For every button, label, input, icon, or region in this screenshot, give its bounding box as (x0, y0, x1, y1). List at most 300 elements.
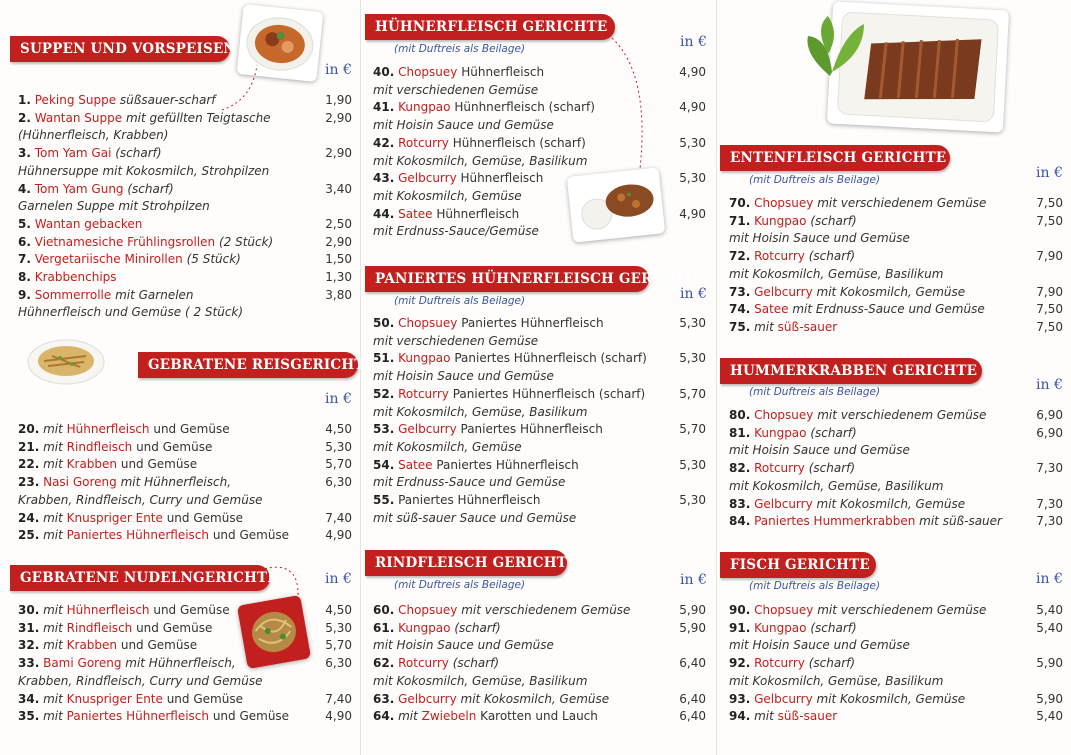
menu-item-prefix: mit (43, 422, 67, 436)
menu-item-detail-text: Krabben, Rindfleisch, Curry und Gemüse (18, 673, 263, 688)
menu-item-detail-text: mit Kokosmilch, Gemüse, Basilikum (373, 673, 588, 688)
menu-item-name: Vietnamesiche Frühlingsrollen (34, 234, 216, 249)
menu-item (729, 654, 855, 672)
menu-item-number: 50. (373, 316, 395, 330)
menu-item-price: 5,30 (679, 493, 706, 507)
menu-item-detail-text: mit verschiedenen Gemüse (373, 82, 539, 97)
menu-item-name: Rotcurry (398, 386, 449, 401)
menu-item-detail (373, 473, 565, 491)
menu-item-name: Rotcurry (754, 461, 805, 476)
section-title-rind: RINDFLEISCH GERICHT (365, 550, 567, 576)
menu-item (18, 438, 212, 456)
menu-item-description: Hünhnerfleisch (scharf) (450, 100, 595, 115)
menu-item (18, 91, 216, 109)
menu-item-detail (729, 636, 910, 654)
menu-item-description: (scharf) (806, 425, 857, 440)
menu-item (18, 250, 241, 268)
menu-item-description: und Gemüse (149, 603, 230, 617)
menu-item (18, 690, 243, 708)
menu-item (373, 314, 604, 332)
menu-item (373, 385, 645, 403)
menu-item-name: Nasi Goreng (43, 475, 117, 490)
menu-item-name: Satee (398, 206, 433, 221)
menu-item-price: 4,90 (325, 528, 352, 543)
soup-bowl-icon (237, 4, 324, 82)
menu-item (729, 601, 986, 619)
menu-item (729, 495, 965, 513)
menu-item-name: Paniertes Hühnerfleisch (66, 528, 209, 543)
menu-item-description: (scharf) (111, 146, 162, 161)
menu-item-detail (373, 152, 587, 170)
beilage-note: (mit Duftreis als Beilage) (394, 579, 526, 591)
menu-item (373, 169, 543, 187)
menu-item-name: Gelbcurry (754, 496, 813, 511)
menu-item-price: 6,40 (679, 691, 706, 706)
menu-item-price: 5,30 (325, 439, 352, 454)
menu-item (373, 690, 609, 708)
menu-item-price: 4,50 (325, 603, 352, 617)
currency-label: in € (325, 571, 352, 587)
menu-item-price: 3,40 (325, 181, 352, 196)
menu-item-name: Kungpao (398, 620, 451, 635)
menu-item (18, 707, 289, 725)
menu-item (373, 98, 595, 116)
menu-item-number: 6. (18, 234, 31, 249)
menu-item-description: und Gemüse (117, 457, 198, 472)
menu-item (729, 283, 965, 301)
menu-item-description: Paniertes Hühnerfleisch (457, 316, 604, 330)
menu-item-name: Tom Yam Gung (34, 181, 124, 196)
menu-item (373, 420, 603, 438)
currency-label: in € (680, 286, 707, 302)
menu-item-description: mit Erdnuss-Sauce und Gemüse (788, 302, 985, 317)
menu-item-name: Rotcurry (754, 249, 805, 264)
menu-item-detail (18, 491, 262, 509)
menu-item-detail (373, 222, 539, 240)
menu-item-number: 34. (18, 691, 40, 706)
menu-item-prefix: mit (43, 620, 67, 635)
menu-item-description: mit Kokosmilch, Gemüse (456, 691, 610, 706)
menu-item-number: 90. (729, 603, 751, 617)
menu-item-detail (729, 441, 910, 459)
menu-item-detail-text: mit Hoisin Sauce und Gemüse (373, 369, 554, 384)
menu-item-description: Hühnerfleisch (456, 171, 544, 186)
menu-item-prefix: mit (398, 709, 422, 724)
menu-item-price: 4,90 (679, 100, 706, 115)
menu-item (373, 619, 501, 637)
menu-item-prefix: mit (43, 691, 67, 706)
menu-item-description: mit verschiedenem Gemüse (813, 408, 987, 422)
menu-item (729, 707, 837, 725)
menu-item-description: mit verschiedenem Gemüse (813, 603, 987, 617)
menu-item-detail-text: mit Kokosmilch, Gemüse, Basilikum (373, 153, 588, 168)
menu-item-number: 52. (373, 386, 395, 401)
menu-item-detail-text: mit Kokosmilch, Gemüse, Basilikum (729, 266, 944, 281)
menu-item (373, 601, 630, 619)
menu-item-name: Bami Goreng (43, 656, 122, 671)
menu-item-detail-text: Hühnerfleisch und Gemüse ( 2 Stück) (18, 305, 244, 320)
menu-item (373, 456, 579, 474)
menu-item (18, 509, 243, 527)
menu-item-price: 7,50 (1036, 319, 1063, 334)
basil-leaf-icon (794, 14, 868, 80)
menu-item (18, 109, 271, 127)
menu-item-number: 22. (18, 457, 40, 472)
menu-item-detail-text: Garnelen Suppe mit Strohpilzen (18, 199, 210, 214)
section-title-huehner: HÜHNERFLEISCH GERICHTE (365, 14, 615, 40)
menu-item-detail-text: mit Kokosmilch, Gemüse, Basilikum (373, 404, 588, 419)
menu-item-price: 5,30 (679, 316, 706, 330)
menu-item-name: Gelbcurry (398, 422, 457, 437)
menu-item-prefix: mit (43, 709, 67, 724)
menu-item-detail-text: mit süß-sauer Sauce und Gemüse (373, 510, 577, 525)
menu-item-detail (373, 367, 554, 385)
menu-item-price: 5,40 (1036, 603, 1063, 617)
menu-item-description: (2 Stück) (215, 234, 274, 249)
menu-item-price: 7,90 (1036, 284, 1063, 299)
menu-item-description: und Gemüse (149, 422, 230, 436)
soup-photo (237, 4, 324, 82)
menu-item-name: Krabben (66, 638, 118, 653)
menu-item-price: 5,30 (679, 171, 706, 186)
menu-item-number: 5. (18, 216, 31, 231)
section-title-reis: GEBRATENE REISGERICHT (138, 352, 358, 378)
menu-item (729, 318, 837, 336)
menu-item (373, 134, 586, 152)
menu-item-name: Krabbenchips (34, 270, 117, 284)
menu-item-name: Kungpao (754, 620, 807, 635)
menu-item-detail-text: mit Hoisin Sauce und Gemüse (729, 231, 910, 246)
menu-item-description: Paniertes Hühnerfleisch (398, 493, 541, 507)
menu-item-detail-text: mit Kokosmilch, Gemüse, Basilikum (729, 673, 944, 688)
menu-item-description: Paniertes Hühnerfleisch (432, 457, 579, 472)
beilage-note: (mit Duftreis als Beilage) (749, 174, 881, 186)
menu-item-description: mit verschiedenem Gemüse (813, 196, 987, 210)
menu-item-price: 4,50 (325, 422, 352, 436)
menu-item (18, 654, 236, 672)
menu-item-price: 7,40 (325, 691, 352, 706)
menu-item-number: 3. (18, 146, 31, 161)
menu-item (18, 420, 230, 438)
menu-item-price: 5,70 (679, 386, 706, 401)
menu-item-price: 7,50 (1036, 196, 1063, 210)
menu-item-price: 1,30 (325, 270, 352, 284)
menu-item-name: Chopsuey (398, 603, 458, 617)
menu-item-name: Paniertes Hühnerfleisch (66, 709, 209, 724)
menu-item (373, 205, 519, 223)
menu-item-description: (scharf) (448, 656, 500, 671)
menu-item-name: Rotcurry (754, 656, 805, 671)
menu-item-detail-text: Krabben, Rindfleisch, Curry und Gemüse (18, 492, 263, 507)
menu-item-prefix: mit (43, 439, 67, 454)
menu-item-number: 21. (18, 439, 40, 454)
menu-item-detail-text: mit Kokosmilch, Gemüse, Basilikum (729, 478, 944, 493)
menu-item-price: 7,50 (1036, 213, 1063, 228)
menu-item (18, 215, 142, 233)
menu-item-description: (scharf) (804, 461, 856, 476)
menu-item-price: 6,90 (1036, 408, 1063, 422)
menu-item-number: 81. (729, 425, 751, 440)
menu-item (18, 268, 117, 286)
menu-item-name: Chopsuey (754, 196, 814, 210)
menu-item-price: 6,30 (325, 656, 352, 671)
menu-item-number: 84. (729, 514, 751, 529)
menu-item-number: 64. (373, 709, 395, 724)
menu-item (18, 473, 231, 491)
menu-item-price: 5,30 (679, 351, 706, 366)
menu-item-price: 4,90 (679, 206, 706, 221)
menu-item-description: mit Garnelen (111, 287, 194, 302)
menu-item-description: und Gemüse (162, 691, 243, 706)
menu-item (729, 406, 986, 424)
menu-item-name: Kungpao (398, 100, 451, 115)
menu-item-number: 33. (18, 656, 40, 671)
section-title-fisch: FISCH GERICHTE (720, 552, 876, 578)
menu-item-description: mit verschiedenem Gemüse (457, 603, 631, 617)
fried-rice-icon (26, 334, 106, 386)
menu-item-number: 24. (18, 510, 40, 525)
currency-label: in € (325, 62, 352, 78)
menu-item-description: (scharf) (804, 249, 856, 264)
menu-item-price: 2,90 (325, 146, 352, 161)
menu-item-description: mit Kokosmilch, Gemüse (812, 691, 966, 706)
noodle-plate-icon (237, 595, 311, 669)
section-title-hummer: HUMMERKRABBEN GERICHTE (720, 358, 982, 384)
menu-item (373, 63, 544, 81)
menu-item-price: 5,90 (1036, 656, 1063, 671)
menu-item-number: 8. (18, 270, 31, 284)
menu-item-detail (18, 162, 269, 180)
dotted-curve (600, 34, 660, 174)
menu-item-price: 7,30 (1036, 496, 1063, 511)
menu-item (18, 286, 194, 304)
beilage-note: (mit Duftreis als Beilage) (394, 43, 526, 55)
currency-label: in € (680, 34, 707, 50)
menu-item-number: 74. (729, 302, 751, 317)
menu-item-price: 7,30 (1036, 514, 1063, 529)
menu-item (729, 690, 965, 708)
currency-label: in € (1036, 571, 1063, 587)
menu-item-number: 80. (729, 408, 751, 422)
menu-item (18, 636, 197, 654)
section-title-nudeln: GEBRATENE NUDELNGERICHTE (10, 565, 270, 591)
fold-line-2 (716, 0, 717, 755)
menu-item-detail-text: (Hühnerfleisch, Krabben) (18, 128, 169, 143)
chicken-dish-icon (567, 167, 665, 242)
menu-item-description: und Gemüse (132, 439, 213, 454)
menu-item-name: Gelbcurry (754, 691, 813, 706)
menu-item-prefix: mit (43, 528, 67, 543)
menu-item-detail (373, 636, 554, 654)
menu-item-description: mit süß-sauer (915, 514, 1002, 529)
menu-item-number: 71. (729, 213, 751, 228)
menu-item-number: 4. (18, 181, 31, 196)
menu-item-price: 6,30 (325, 475, 352, 490)
section-title-ente: ENTENFLEISCH GERICHTE (720, 145, 950, 171)
menu-item-price: 2,50 (325, 216, 352, 231)
menu-item-detail (373, 187, 522, 205)
menu-item-detail-text: mit Kokosmilch, Gemüse (373, 188, 522, 203)
menu-item-name: Rotcurry (398, 135, 449, 150)
menu-item (373, 491, 540, 509)
menu-item-description: mit Kokosmilch, Gemüse (812, 284, 966, 299)
menu-item-description: (scharf) (123, 181, 174, 196)
menu-item-prefix: mit (754, 319, 778, 334)
menu-item-price: 1,90 (325, 93, 352, 107)
menu-item (729, 619, 857, 637)
menu-item-name: Peking Suppe (34, 93, 117, 107)
menu-item-number: 44. (373, 206, 395, 221)
menu-item-number: 92. (729, 656, 751, 671)
menu-item-price: 5,40 (1036, 620, 1063, 635)
menu-item-number: 42. (373, 135, 395, 150)
menu-item-number: 93. (729, 691, 751, 706)
menu-item-detail-text: mit Kokosmilch, Gemüse (373, 439, 522, 454)
menu-item-name: Kungpao (754, 213, 807, 228)
menu-item-detail (18, 672, 262, 690)
menu-item-price: 5,30 (325, 620, 352, 635)
menu-item-name: Wantan gebacken (34, 216, 143, 231)
menu-item-description: Paniertes Hühnerfleisch (scharf) (448, 386, 646, 401)
menu-item (18, 144, 162, 162)
rice-photo (26, 334, 106, 386)
menu-item-price: 5,90 (1036, 691, 1063, 706)
menu-item-number: 30. (18, 603, 40, 617)
menu-item-price: 7,90 (1036, 249, 1063, 264)
menu-item-number: 20. (18, 422, 40, 436)
menu-item-name: Kungpao (398, 351, 451, 366)
menu-item-name: Satee (398, 457, 433, 472)
menu-item-detail (373, 403, 587, 421)
menu-item-number: 40. (373, 65, 395, 79)
menu-item-name: Chopsuey (398, 316, 458, 330)
menu-item (18, 455, 197, 473)
menu-item-name: Rotcurry (398, 656, 449, 671)
menu-item-number: 55. (373, 493, 395, 507)
menu-item-name: Chopsuey (754, 408, 814, 422)
menu-item-price: 7,40 (325, 510, 352, 525)
menu-item-description: (scharf) (804, 656, 856, 671)
menu-item-name: Krabben (66, 457, 118, 472)
menu-item-detail (729, 265, 943, 283)
menu-item-description: Karotten und Lauch (476, 709, 598, 724)
menu-item-price: 5,90 (679, 620, 706, 635)
menu-item-detail-text: mit verschiedenen Gemüse (373, 333, 539, 348)
menu-item-price: 5,40 (1036, 709, 1063, 724)
menu-item-description: Paniertes Hühnerfleisch (456, 422, 603, 437)
menu-item-number: 72. (729, 249, 751, 264)
menu-item-description: süßsauer-scharf (116, 93, 216, 107)
menu-item-price: 5,70 (325, 457, 352, 472)
currency-label: in € (680, 572, 707, 588)
menu-item-price: 5,70 (679, 422, 706, 437)
beilage-note: (mit Duftreis als Beilage) (394, 295, 526, 307)
menu-item-price: 5,70 (325, 638, 352, 653)
menu-item-detail (373, 438, 522, 456)
menu-item-name: Gelbcurry (398, 691, 457, 706)
menu-item-prefix: mit (43, 603, 67, 617)
menu-item-detail (373, 116, 554, 134)
menu-item-detail (373, 81, 538, 99)
menu-item-price: 7,30 (1036, 461, 1063, 476)
menu-item-number: 70. (729, 196, 751, 210)
beilage-note: (mit Duftreis als Beilage) (749, 386, 881, 398)
menu-item-price: 5,90 (679, 603, 706, 617)
menu-item-detail (729, 477, 943, 495)
menu-item-price: 5,30 (679, 135, 706, 150)
menu-item-detail (18, 126, 168, 144)
menu-item-name: Kungpao (754, 425, 807, 440)
menu-item-detail-text: mit Erdnuss-Sauce und Gemüse (373, 475, 566, 490)
menu-item-price: 6,90 (1036, 425, 1063, 440)
menu-item-name: Tom Yam Gai (34, 146, 112, 161)
menu-item-name: Wantan Suppe (34, 110, 123, 125)
menu-item-price: 6,40 (679, 656, 706, 671)
menu-item-number: 7. (18, 252, 31, 267)
menu-item-price: 2,90 (325, 234, 352, 249)
menu-item-name: Vergetariische Minirollen (34, 252, 183, 267)
menu-item-description: (scharf) (806, 620, 857, 635)
menu-item-number: 43. (373, 171, 395, 186)
menu-item-number: 75. (729, 319, 751, 334)
menu-item-detail-text: mit Erdnuss-Sauce/Gemüse (373, 224, 539, 239)
menu-item-price: 1,50 (325, 252, 352, 267)
menu-item-description: und Gemüse (132, 620, 213, 635)
section-title-suppen: SUPPEN UND VORSPEISEN (10, 36, 230, 62)
noodle-photo (237, 595, 311, 669)
menu-item-number: 51. (373, 351, 395, 366)
menu-item-description: und Gemüse (209, 709, 290, 724)
menu-item-description: Hühnerfleisch (432, 206, 520, 221)
menu-item-description: (scharf) (806, 213, 857, 228)
menu-item-number: 60. (373, 603, 395, 617)
menu-item-number: 9. (18, 287, 31, 302)
menu-item-name: Knuspriger Ente (66, 691, 163, 706)
menu-item-number: 25. (18, 528, 40, 543)
menu-item-detail (729, 672, 943, 690)
menu-item-detail (373, 332, 538, 350)
menu-item-number: 82. (729, 461, 751, 476)
menu-item (18, 619, 212, 637)
menu-item-name: süß-sauer (777, 319, 838, 334)
menu-item-name: Paniertes Hummerkrabben (754, 514, 916, 529)
menu-item (18, 601, 230, 619)
menu-item-detail-text: Hühnersuppe mit Kokosmilch, Strohpilzen (18, 163, 270, 178)
menu-item-description: und Gemüse (117, 638, 198, 653)
menu-item (729, 424, 857, 442)
menu-item-description: mit Hühnerfleisch, (116, 475, 232, 490)
menu-item (729, 212, 857, 230)
menu-item-prefix: mit (43, 638, 67, 653)
menu-item-name: Gelbcurry (754, 284, 813, 299)
menu-item-number: 53. (373, 422, 395, 437)
section-title-paniert: PANIERTES HÜHNERFLEISCH GERICHTE (365, 266, 649, 292)
menu-item-number: 41. (373, 100, 395, 115)
chicken-photo (567, 167, 665, 242)
menu-item-description: Hühnerfleisch (457, 65, 545, 79)
menu-item-prefix: mit (43, 510, 67, 525)
menu-item-name: Chopsuey (754, 603, 814, 617)
menu-item-price: 3,80 (325, 287, 352, 302)
menu-item-number: 2. (18, 110, 31, 125)
menu-item (729, 300, 985, 318)
menu-item-description: (scharf) (450, 620, 501, 635)
menu-item-description: und Gemüse (162, 510, 243, 525)
menu-item-name: Zwiebeln (421, 709, 477, 724)
menu-item-detail-text: mit Hoisin Sauce und Gemüse (373, 638, 554, 653)
menu-item-detail (18, 303, 243, 321)
menu-item-price: 5,30 (679, 457, 706, 472)
